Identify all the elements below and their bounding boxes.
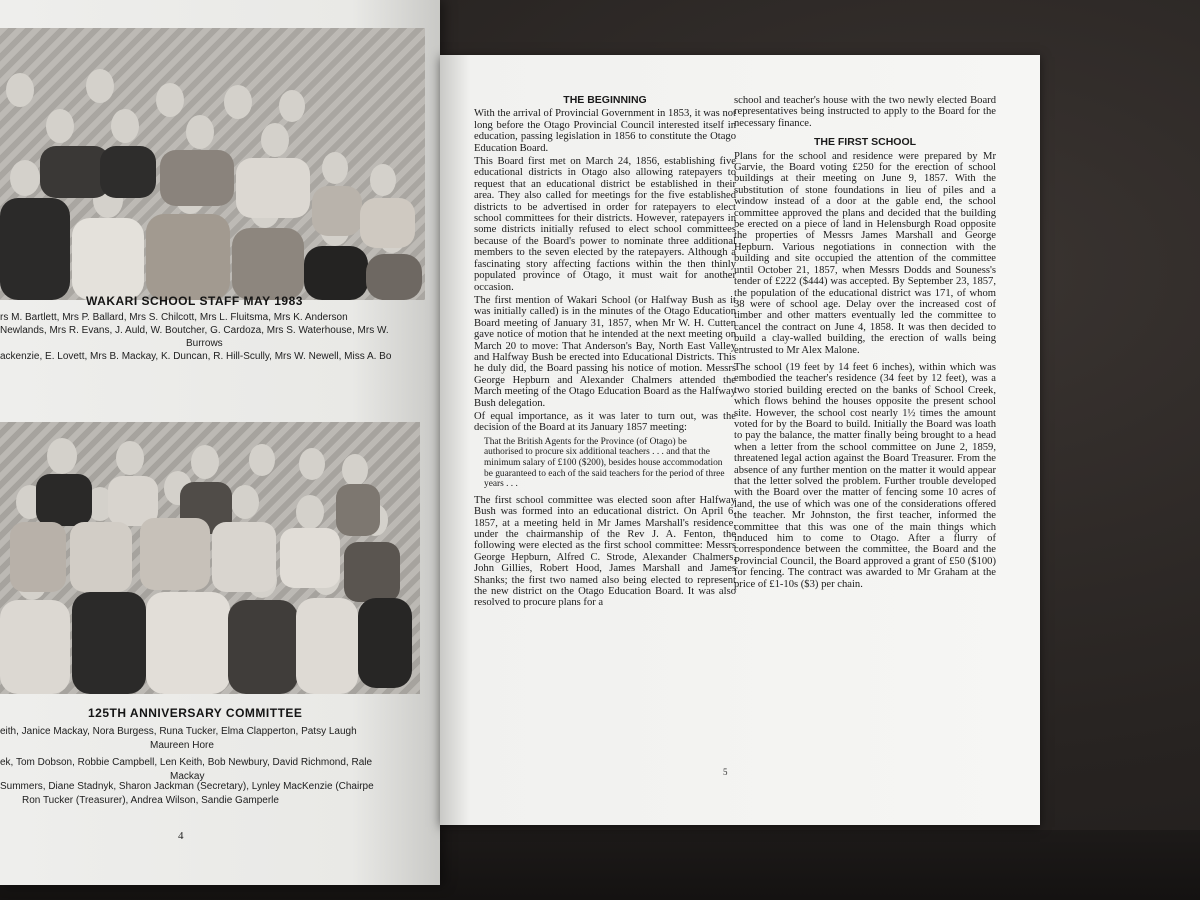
paragraph: The first school committee was elected soon after Halfway Bush was formed into an educational district. On April 6, 1857, at a meeting held in Mr James Marshall's residence, under the chairmanship of the Rev J. A. Fenton, the following were elected as the first school committee: Messrs George Hepburn, Alfred C. Strode, Alexander Chalmers, John Gillies, Robert Hood, James Marshall and James Shanks; the first two named also being elected to represent the new district on the Otago Education Board. It was also resolved to procure plans for a	[474, 494, 736, 609]
committee-names-row-3: ek, Tom Dobson, Robbie Campbell, Len Keith, Bob Newbury, David Richmond, Rale	[0, 757, 373, 768]
paragraph: This Board first met on March 24, 1856, establishing five educational districts in Otago also allowing ratepayers to request that an educational district be established in their area. They also called for meetings for the five established districts to be advertised in order for ratepayers to elect school committees for their districts. However, ratepayers in some districts initially refused to elect school committees because of the Board's power to nominate three additional members to the seven elected by the ratepayers. Although a fascinating story affecting factions within the then thinly populated province of Otago, it must wait for another occasion.	[474, 156, 736, 293]
committee-photo-figures	[0, 422, 420, 694]
staff-names-row-3: Burrows	[186, 338, 223, 349]
text-column-right	[734, 95, 996, 592]
staff-photo-figures	[0, 28, 425, 300]
staff-names-row-2: Newlands, Mrs R. Evans, J. Auld, W. Boutcher, G. Cardoza, Mrs S. Waterhouse, Mrs W.	[0, 325, 389, 336]
staff-photo-title: WAKARI SCHOOL STAFF MAY 1983	[86, 294, 303, 308]
committee-names-row-5: Summers, Diane Stadnyk, Sharon Jackman (Secretary), Lynley MacKenzie (Chairpe	[0, 781, 374, 792]
committee-names-row-4: Mackay	[170, 771, 205, 782]
committee-photo-title: 125TH ANNIVERSARY COMMITTEE	[88, 706, 303, 720]
right-page	[440, 55, 1040, 825]
staff-names-row-4: ackenzie, E. Lovett, Mrs B. Mackay, K. Duncan, R. Hill-Scully, Mrs W. Newell, Miss A. Bo	[0, 351, 392, 362]
paragraph: The first mention of Wakari School (or Halfway Bush as it was initially called) is in the minutes of the Otago Education Board meeting of January 31, 1857, when Mr W. H. Cutten gave notice of motion that he intended at the next meeting on March 20 to move: That Anderson's Bay, North East Valley and Halfway Bush be erected into Educational Districts. This he duly did, the Board passing his notice of motion. Messrs George Hepburn and Alexander Chalmers attended the March meeting of the Otago Education Board as the Halfway Bush delegation.	[474, 294, 736, 409]
committee-names-row-1: eith, Janice Mackay, Nora Burgess, Runa Tucker, Elma Clapperton, Patsy Laugh	[0, 726, 357, 737]
paragraph: Of equal importance, as it was later to turn out, was the decision of the Board at its January 1857 meeting:	[474, 410, 736, 434]
right-page-number: 5	[723, 767, 728, 777]
paragraph: The school (19 feet by 14 feet 6 inches), within which was embodied the teacher's residence (34 feet by 12 feet), was a two storied building erected on the banks of School Creek, which flows behind the houses opposite the present school site. However, the school cost nearly 1½ times the amount voted for by the Board to build. Initially the Board was loath to pay the balance, the matter finally being brought to a head when a letter from the school committee on June 2, 1859, threatened legal action against the Board Treasurer. From the absence of any further mention on the matter it would appear that the letter solved the problem. Further trouble developed with the Board over the matter of fencing some 10 acres of land, the use of which was one of the considerations offered the teacher. Mr Johnston, the first teacher, informed the committee that this was one of the main things which induced him to come to Otago. After a flurry of correspondence between the committee, the Board and the Provincial Council, the Board approved a grant of £50 ($100) for fencing. The contract was awarded to Mr Graham at the price of £1-10s ($3) per chain.	[734, 361, 996, 590]
staff-group-photo	[0, 28, 425, 300]
heading-the-first-school: THE FIRST SCHOOL	[813, 136, 917, 149]
paragraph: With the arrival of Provincial Government in 1853, it was not long before the Otago Provincial Council interested itself in education, passing legislation in 1856 to constitute the Otago Education Board.	[474, 108, 736, 154]
staff-names-row-1: rs M. Bartlett, Mrs P. Ballard, Mrs S. Chilcott, Mrs L. Fluitsma, Mrs K. Anderson	[0, 312, 348, 323]
committee-names-row-6: Ron Tucker (Treasurer), Andrea Wilson, Sandie Gamperle	[22, 795, 279, 806]
committee-names-row-2: Maureen Hore	[150, 740, 214, 751]
text-column-left	[474, 93, 736, 611]
heading-the-beginning: THE BEGINNING	[563, 94, 647, 106]
committee-group-photo	[0, 422, 420, 694]
quoted-resolution: That the British Agents for the Province (of Otago) be authorised to procure six additional teachers . . . and that the minimum salary of £100 ($200), besides house accommodation be guaranteed to each of the said teachers for the period of three years . . .	[484, 436, 725, 490]
paragraph: school and teacher's house with the two newly elected Board representatives being instructed to apply to the Board for the necessary finance.	[734, 95, 996, 129]
paragraph: Plans for the school and residence were prepared by Mr Garvie, the Board voting £250 for the erection of school buildings at their meeting on June 9, 1857. With the substitution of stone foundations in lieu of piles and a window instead of a door at the gable end, the school committee approved the plans and decided that the building be erected on a piece of land in Helensburgh Road opposite the properties of Messrs James Marshall and George Hepburn. Various negotiations in connection with the building and site occupied the attention of the committee until October 21, 1857, when Messrs Dodds and Souness's tender of £222 ($444) was accepted. By September 23, 1857, the population of the educational district was 171, of whom 38 were of school age. Delay over the increased cost of timber and other matters eventually led the committee to cancel the contract on June 4, 1858. It was then decided to build a clay-walled building, the erection of walls being entrusted to Mr Alex Malone.	[734, 150, 996, 356]
left-page	[0, 0, 440, 885]
left-page-number: 4	[178, 830, 184, 842]
